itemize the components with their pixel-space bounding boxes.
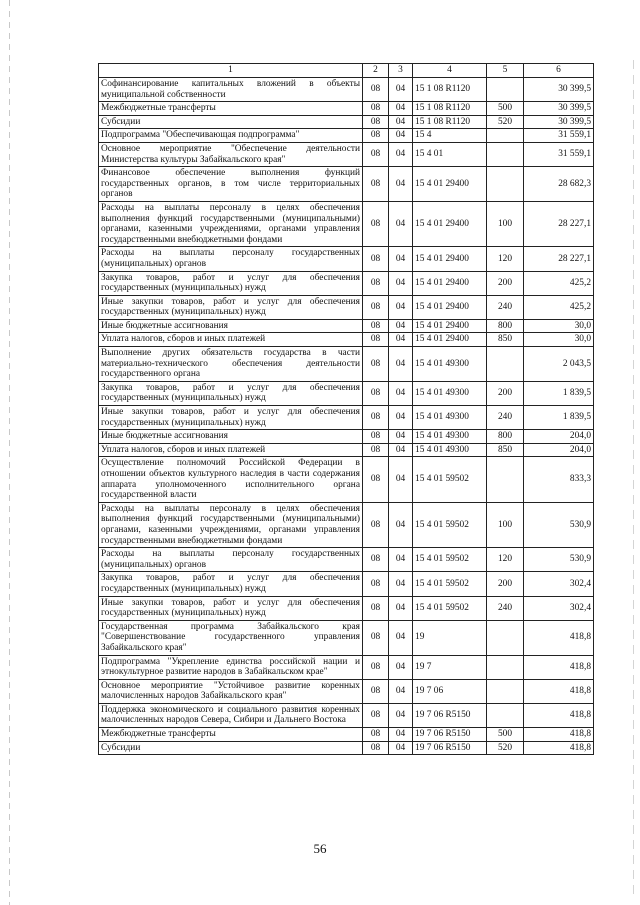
cell-expense-type: 240 xyxy=(487,596,524,620)
cell-expense-type xyxy=(487,703,524,727)
cell-target-article: 15 4 01 29400 xyxy=(413,201,487,246)
cell-target-article: 15 1 08 R1120 xyxy=(413,115,487,129)
cell-expense-type xyxy=(487,347,524,382)
budget-table xyxy=(98,63,594,755)
cell-name: Субсидии xyxy=(99,741,363,755)
cell-expense-type: 800 xyxy=(487,430,524,444)
cell-name: Подпрограмма "Укрепление единства российской нации и этнокультурное развитие народов в Забайкальском крае" xyxy=(99,655,363,679)
table-row xyxy=(99,347,594,382)
cell-name: Иные закупки товаров, работ и услуг для обеспечения государственных (муниципальных) нужд xyxy=(99,406,363,430)
cell-amount: 418,8 xyxy=(524,620,594,655)
cell-expense-type xyxy=(487,78,524,102)
cell-amount: 30 399,5 xyxy=(524,102,594,116)
table-row xyxy=(99,201,594,246)
table-row xyxy=(99,457,594,502)
cell-expense-type: 850 xyxy=(487,443,524,457)
cell-target-article: 15 4 01 29400 xyxy=(413,319,487,333)
scan-edge-right xyxy=(633,60,634,900)
cell-section: 08 xyxy=(363,741,389,755)
cell-target-article: 15 4 01 49300 xyxy=(413,347,487,382)
cell-expense-type: 200 xyxy=(487,572,524,596)
cell-amount: 2 043,5 xyxy=(524,347,594,382)
cell-expense-type xyxy=(487,167,524,202)
cell-subsection: 04 xyxy=(389,381,413,405)
cell-amount: 418,8 xyxy=(524,703,594,727)
cell-expense-type: 240 xyxy=(487,295,524,319)
cell-amount: 418,8 xyxy=(524,679,594,703)
cell-amount: 1 839,5 xyxy=(524,406,594,430)
cell-subsection: 04 xyxy=(389,457,413,502)
cell-expense-type: 200 xyxy=(487,271,524,295)
cell-name: Иные бюджетные ассигнования xyxy=(99,319,363,333)
cell-amount: 530,9 xyxy=(524,502,594,547)
table-row xyxy=(99,319,594,333)
cell-subsection: 04 xyxy=(389,102,413,116)
cell-section: 08 xyxy=(363,247,389,271)
cell-target-article: 15 4 01 29400 xyxy=(413,247,487,271)
cell-amount: 28 227,1 xyxy=(524,247,594,271)
cell-subsection: 04 xyxy=(389,333,413,347)
cell-subsection: 04 xyxy=(389,78,413,102)
cell-section: 08 xyxy=(363,78,389,102)
cell-section: 08 xyxy=(363,548,389,572)
cell-expense-type: 120 xyxy=(487,548,524,572)
header-col-1: 1 xyxy=(99,64,363,78)
cell-target-article: 15 4 01 29400 xyxy=(413,295,487,319)
table-row xyxy=(99,129,594,143)
cell-name: Межбюджетные трансферты xyxy=(99,728,363,742)
cell-amount: 204,0 xyxy=(524,443,594,457)
cell-amount: 302,4 xyxy=(524,596,594,620)
cell-subsection: 04 xyxy=(389,443,413,457)
cell-name: Закупка товаров, работ и услуг для обеспечения государственных (муниципальных) нужд xyxy=(99,271,363,295)
table-row xyxy=(99,741,594,755)
cell-expense-type xyxy=(487,655,524,679)
table-row xyxy=(99,572,594,596)
table-row xyxy=(99,115,594,129)
cell-expense-type: 500 xyxy=(487,728,524,742)
cell-subsection: 04 xyxy=(389,115,413,129)
cell-section: 08 xyxy=(363,620,389,655)
cell-expense-type: 520 xyxy=(487,741,524,755)
table-header-row xyxy=(99,64,594,78)
cell-target-article: 15 1 08 R1120 xyxy=(413,102,487,116)
table-row xyxy=(99,728,594,742)
cell-subsection: 04 xyxy=(389,167,413,202)
table-row xyxy=(99,679,594,703)
cell-section: 08 xyxy=(363,142,389,166)
cell-amount: 1 839,5 xyxy=(524,381,594,405)
scan-edge-left xyxy=(9,0,10,905)
cell-section: 08 xyxy=(363,167,389,202)
cell-name: Субсидии xyxy=(99,115,363,129)
table-row xyxy=(99,247,594,271)
cell-subsection: 04 xyxy=(389,247,413,271)
cell-target-article: 15 4 01 29400 xyxy=(413,167,487,202)
cell-subsection: 04 xyxy=(389,406,413,430)
cell-section: 08 xyxy=(363,347,389,382)
cell-amount: 31 559,1 xyxy=(524,142,594,166)
cell-target-article: 15 4 01 29400 xyxy=(413,271,487,295)
cell-expense-type xyxy=(487,129,524,143)
cell-name: Основное мероприятие "Устойчивое развитие коренных малочисленных народов Забайкальского края" xyxy=(99,679,363,703)
cell-expense-type: 520 xyxy=(487,115,524,129)
cell-target-article: 15 4 01 29400 xyxy=(413,333,487,347)
cell-expense-type: 850 xyxy=(487,333,524,347)
cell-target-article: 15 4 xyxy=(413,129,487,143)
cell-amount: 418,8 xyxy=(524,655,594,679)
cell-expense-type xyxy=(487,457,524,502)
cell-subsection: 04 xyxy=(389,430,413,444)
cell-amount: 425,2 xyxy=(524,295,594,319)
cell-name: Софинансирование капитальных вложений в объекты муниципальной собственности xyxy=(99,78,363,102)
cell-target-article: 19 7 06 R5150 xyxy=(413,728,487,742)
cell-expense-type xyxy=(487,679,524,703)
cell-name: Уплата налогов, сборов и иных платежей xyxy=(99,333,363,347)
cell-name: Межбюджетные трансферты xyxy=(99,102,363,116)
cell-name: Расходы на выплаты персоналу в целях обеспечения выполнения функций государственными (муниципальными) органами, казенными учреждениями, органами управления государственными внебюджетными фондами xyxy=(99,502,363,547)
table-row xyxy=(99,655,594,679)
cell-name: Осуществление полномочий Российской Федерации в отношении объектов культурного наследия в части содержания аппарата уполномоченного исполнительного органа государственной власти xyxy=(99,457,363,502)
cell-section: 08 xyxy=(363,271,389,295)
cell-target-article: 19 7 06 xyxy=(413,679,487,703)
cell-target-article: 19 7 06 R5150 xyxy=(413,703,487,727)
cell-section: 08 xyxy=(363,703,389,727)
cell-section: 08 xyxy=(363,102,389,116)
cell-name: Закупка товаров, работ и услуг для обеспечения государственных (муниципальных) нужд xyxy=(99,381,363,405)
cell-subsection: 04 xyxy=(389,295,413,319)
cell-subsection: 04 xyxy=(389,142,413,166)
cell-section: 08 xyxy=(363,201,389,246)
cell-section: 08 xyxy=(363,728,389,742)
cell-section: 08 xyxy=(363,381,389,405)
cell-target-article: 15 4 01 59502 xyxy=(413,502,487,547)
cell-subsection: 04 xyxy=(389,596,413,620)
cell-section: 08 xyxy=(363,115,389,129)
table-row xyxy=(99,142,594,166)
cell-expense-type xyxy=(487,142,524,166)
cell-target-article: 15 1 08 R1120 xyxy=(413,78,487,102)
table-row xyxy=(99,502,594,547)
cell-section: 08 xyxy=(363,655,389,679)
cell-name: Государственная программа Забайкальского края "Совершенствование государственного управления Забайкальского края" xyxy=(99,620,363,655)
cell-section: 08 xyxy=(363,443,389,457)
cell-subsection: 04 xyxy=(389,548,413,572)
cell-target-article: 19 7 06 R5150 xyxy=(413,741,487,755)
cell-amount: 31 559,1 xyxy=(524,129,594,143)
table-row xyxy=(99,102,594,116)
cell-name: Поддержка экономического и социального развития коренных малочисленных народов Севера, Сибири и Дальнего Востока xyxy=(99,703,363,727)
cell-name: Иные закупки товаров, работ и услуг для обеспечения государственных (муниципальных) нужд xyxy=(99,295,363,319)
table-row xyxy=(99,295,594,319)
cell-section: 08 xyxy=(363,295,389,319)
cell-name: Подпрограмма "Обеспечивающая подпрограмма" xyxy=(99,129,363,143)
cell-section: 08 xyxy=(363,502,389,547)
header-col-3: 3 xyxy=(389,64,413,78)
cell-amount: 28 227,1 xyxy=(524,201,594,246)
cell-expense-type: 100 xyxy=(487,201,524,246)
cell-name: Иные бюджетные ассигнования xyxy=(99,430,363,444)
cell-expense-type: 120 xyxy=(487,247,524,271)
cell-name: Выполнение других обязательств государства в части материально-технического обеспечения деятельности государственного органа xyxy=(99,347,363,382)
cell-target-article: 19 xyxy=(413,620,487,655)
cell-expense-type: 100 xyxy=(487,502,524,547)
cell-subsection: 04 xyxy=(389,347,413,382)
table-row xyxy=(99,271,594,295)
table-row xyxy=(99,548,594,572)
cell-expense-type xyxy=(487,620,524,655)
cell-section: 08 xyxy=(363,679,389,703)
cell-subsection: 04 xyxy=(389,271,413,295)
cell-expense-type: 500 xyxy=(487,102,524,116)
table-row xyxy=(99,167,594,202)
table-row xyxy=(99,430,594,444)
cell-amount: 418,8 xyxy=(524,728,594,742)
table-body xyxy=(99,78,594,755)
cell-amount: 425,2 xyxy=(524,271,594,295)
cell-target-article: 15 4 01 59502 xyxy=(413,548,487,572)
cell-target-article: 15 4 01 49300 xyxy=(413,430,487,444)
cell-amount: 204,0 xyxy=(524,430,594,444)
cell-name: Расходы на выплаты персоналу в целях обеспечения выполнения функций государственными (муниципальными) органами, казенными учреждениями, органами управления государственными внебюджетными фондами xyxy=(99,201,363,246)
cell-name: Расходы на выплаты персоналу государственных (муниципальных) органов xyxy=(99,548,363,572)
cell-subsection: 04 xyxy=(389,319,413,333)
cell-name: Основное мероприятие "Обеспечение деятельности Министерства культуры Забайкальского края" xyxy=(99,142,363,166)
cell-expense-type: 800 xyxy=(487,319,524,333)
cell-section: 08 xyxy=(363,430,389,444)
cell-subsection: 04 xyxy=(389,741,413,755)
cell-amount: 833,3 xyxy=(524,457,594,502)
cell-target-article: 19 7 xyxy=(413,655,487,679)
cell-name: Уплата налогов, сборов и иных платежей xyxy=(99,443,363,457)
header-col-2: 2 xyxy=(363,64,389,78)
table-row xyxy=(99,703,594,727)
cell-name: Закупка товаров, работ и услуг для обеспечения государственных (муниципальных) нужд xyxy=(99,572,363,596)
table-row xyxy=(99,333,594,347)
table-row xyxy=(99,78,594,102)
cell-subsection: 04 xyxy=(389,655,413,679)
cell-target-article: 15 4 01 59502 xyxy=(413,572,487,596)
cell-subsection: 04 xyxy=(389,129,413,143)
table-row xyxy=(99,406,594,430)
cell-target-article: 15 4 01 49300 xyxy=(413,381,487,405)
header-col-5: 5 xyxy=(487,64,524,78)
cell-amount: 28 682,3 xyxy=(524,167,594,202)
cell-name: Расходы на выплаты персоналу государственных (муниципальных) органов xyxy=(99,247,363,271)
cell-target-article: 15 4 01 xyxy=(413,142,487,166)
cell-subsection: 04 xyxy=(389,703,413,727)
cell-target-article: 15 4 01 59502 xyxy=(413,457,487,502)
cell-section: 08 xyxy=(363,319,389,333)
cell-subsection: 04 xyxy=(389,728,413,742)
cell-target-article: 15 4 01 59502 xyxy=(413,596,487,620)
cell-amount: 418,8 xyxy=(524,741,594,755)
cell-amount: 30 399,5 xyxy=(524,78,594,102)
table-row xyxy=(99,443,594,457)
cell-amount: 30 399,5 xyxy=(524,115,594,129)
header-col-6: 6 xyxy=(524,64,594,78)
header-col-4: 4 xyxy=(413,64,487,78)
cell-section: 08 xyxy=(363,333,389,347)
table-row xyxy=(99,381,594,405)
cell-amount: 302,4 xyxy=(524,572,594,596)
cell-amount: 30,0 xyxy=(524,333,594,347)
cell-target-article: 15 4 01 49300 xyxy=(413,406,487,430)
page-number: 56 xyxy=(313,841,327,856)
cell-section: 08 xyxy=(363,129,389,143)
cell-target-article: 15 4 01 49300 xyxy=(413,443,487,457)
cell-amount: 30,0 xyxy=(524,319,594,333)
cell-section: 08 xyxy=(363,596,389,620)
cell-subsection: 04 xyxy=(389,572,413,596)
cell-amount: 530,9 xyxy=(524,548,594,572)
cell-section: 08 xyxy=(363,457,389,502)
cell-expense-type: 200 xyxy=(487,381,524,405)
cell-expense-type: 240 xyxy=(487,406,524,430)
cell-name: Финансовое обеспечение выполнения функций государственных органов, в том числе территориальных органов xyxy=(99,167,363,202)
cell-section: 08 xyxy=(363,406,389,430)
cell-subsection: 04 xyxy=(389,679,413,703)
cell-subsection: 04 xyxy=(389,502,413,547)
cell-subsection: 04 xyxy=(389,620,413,655)
cell-name: Иные закупки товаров, работ и услуг для обеспечения государственных (муниципальных) нужд xyxy=(99,596,363,620)
cell-section: 08 xyxy=(363,572,389,596)
cell-subsection: 04 xyxy=(389,201,413,246)
table-row xyxy=(99,620,594,655)
table-row xyxy=(99,596,594,620)
